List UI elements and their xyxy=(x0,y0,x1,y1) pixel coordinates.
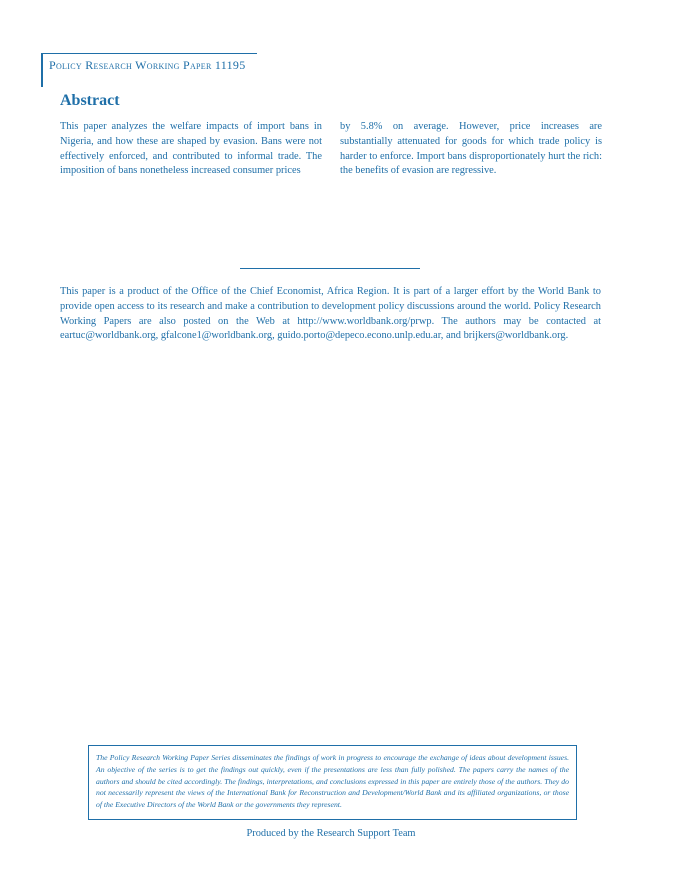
abstract-column-right: by 5.8% on average. However, price increases are substantially attenuated for goods for which trade policy is harder to enforce. Import bans disproportionately hurt the rich: the benefits of evasion are regressive. xyxy=(340,121,602,177)
disclaimer-text: The Policy Research Working Paper Series disseminates the findings of work in progress to encourage the exchange of ideas about development issues. An objective of the series is to get the findings out quickly, even if the presentations are less than fully polished. The papers carry the names of the authors and should be cited accordingly. The findings, interpretations, and conclusions expressed in this paper are entirely those of the authors. They do not necessarily represent the views of the International Bank for Reconstruction and Development/World Bank and its affiliated organizations, or those of the Executive Directors of the World Bank or the governments they represent. xyxy=(96,753,569,810)
disclaimer-box xyxy=(88,745,577,820)
abstract-column-left: This paper analyzes the welfare impacts of import bans in Nigeria, and how these are shaped by evasion. Bans were not effectively enforced, and contributed to informal trade. The imposition of bans nonetheless increased consumer prices xyxy=(60,121,322,177)
series-header xyxy=(41,53,257,87)
section-divider xyxy=(240,268,420,269)
product-note: This paper is a product of the Office of the Chief Economist, Africa Region. It is part of a larger effort by the World Bank to provide open access to its research and make a contribution to development policy discussions around the world. Policy Research Working Papers are also posted on the Web at http://www.worldbank.org/prwp. The authors may be contacted at eartuc@worldbank.org, gfalcone1@worldbank.org, guido.porto@depeco.econo.unlp.edu.ar, and brijkers@worldbank.org. xyxy=(60,286,601,342)
abstract-heading: Abstract xyxy=(60,92,120,109)
footer-produced-by: Produced by the Research Support Team xyxy=(246,828,416,839)
series-title: Policy Research Working Paper 11195 xyxy=(49,58,246,72)
